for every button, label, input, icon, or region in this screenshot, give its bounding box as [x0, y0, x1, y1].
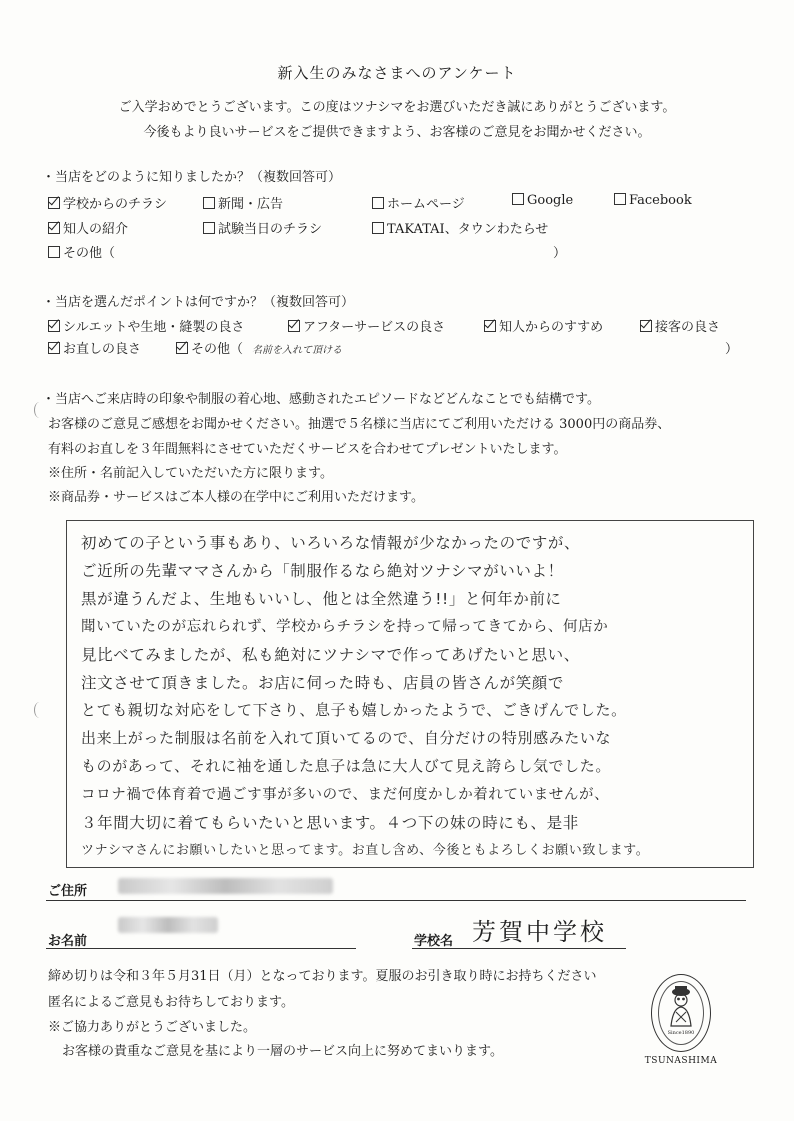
brand-name: TSUNASHIMA [644, 1056, 718, 1066]
address-label: ご住所 [48, 884, 88, 899]
tsunashima-logo [651, 974, 711, 1052]
school-underline [412, 948, 626, 949]
checkbox-icon [372, 222, 384, 234]
logo-since-text: Since1890 [667, 1030, 695, 1036]
q1-option-school-flyer[interactable]: 学校からのチラシ [48, 193, 167, 212]
q1-option-acquaintance[interactable]: 知人の紹介 [48, 218, 128, 237]
question-3-note-2: ※商品券・サービスはご本人様の在学中にご利用いただけます。 [48, 490, 424, 505]
comment-line: 出来上がった制服は名前を入れて頂いてるので、自分だけの特別感みたいな [81, 729, 612, 747]
checked-checkbox-icon [48, 320, 60, 332]
checkbox-icon [203, 222, 215, 234]
q2-close-paren: ） [725, 342, 739, 357]
q2-option-after-service[interactable]: アフターサービスの良さ [288, 316, 445, 335]
checkbox-icon [512, 193, 524, 205]
q2-option-recommendation[interactable]: 知人からのすすめ [484, 316, 603, 335]
name-label: お名前 [48, 934, 88, 949]
comment-line: コロナ禍で体育着で過ごす事が多いので、まだ何度かしか着れていませんが、 [81, 787, 610, 803]
comment-line: とても親切な対応をして下さり、息子も嬉しかったようで、ごきげんでした。 [81, 701, 627, 719]
logo-inner-oval [658, 981, 704, 1045]
name-underline [46, 948, 356, 949]
page-title: 新入生のみなさまへのアンケート [277, 64, 517, 82]
comment-line: ご近所の先輩ママさんから「制服作るなら絶対ツナシマがいいよ！ [81, 562, 564, 580]
q1-close-paren: ） [553, 246, 567, 261]
checkbox-icon [203, 197, 215, 209]
q1-option-google[interactable]: Google [512, 193, 573, 208]
punch-hole-mark [34, 402, 45, 418]
comment-line: 黒が違うんだよ、生地もいいし、他とは全然違う!!」と何年か前に [81, 590, 562, 608]
comment-line: ３年間大切に着てもらいたいと思います。４つ下の妹の時にも、是非 [81, 814, 579, 832]
checked-checkbox-icon [640, 320, 652, 332]
intro-line-1: ご入学おめでとうございます。この度はツナシマをお選びいただき誠にありがとうございます。 [118, 100, 676, 115]
checked-checkbox-icon [48, 197, 60, 209]
comment-line: 見比べてみましたが、私も絶対にツナシマで作ってあげたいと思い、 [81, 646, 580, 664]
q2-other-handwritten: 名前を入れて頂ける [252, 345, 342, 356]
checked-checkbox-icon [176, 342, 188, 354]
question-3-line-2: お客様のご意見ご感想をお聞かせください。抽選で５名様に当店にてご利用いただける 3000円の商品券、 [48, 417, 671, 432]
q2-option-silhouette[interactable]: シルエットや生地・縫製の良さ [48, 316, 244, 335]
punch-hole-mark [34, 702, 45, 718]
redacted-address [118, 878, 333, 894]
checkbox-icon [614, 193, 626, 205]
q2-option-alterations[interactable]: お直しの良さ [48, 338, 141, 357]
checked-checkbox-icon [48, 222, 60, 234]
redacted-name [118, 917, 218, 933]
checked-checkbox-icon [288, 320, 300, 332]
comment-line: ツナシマさんにお願いしたいと思ってます。お直し含め、今後ともよろしくお願い致します。 [81, 843, 650, 858]
school-label: 学校名 [414, 934, 454, 949]
checkbox-icon [48, 246, 60, 258]
footer-deadline: 締め切りは令和３年５月31日（月）となっております。夏服のお引き取り時にお持ちください [48, 969, 597, 984]
character-icon [659, 982, 703, 1030]
q1-option-other[interactable]: その他（ [48, 242, 115, 261]
question-2: ・当店を選んだポイントは何ですか？（複数回答可） [42, 295, 355, 310]
question-3-line-3: 有料のお直しを３年間無料にさせていただくサービスを合わせてプレゼントいたします。 [48, 442, 567, 457]
q2-option-other[interactable]: その他（ [176, 338, 243, 357]
footer-anonymous: 匿名によるご意見もお待ちしております。 [48, 995, 294, 1010]
checked-checkbox-icon [484, 320, 496, 332]
question-3-note-1: ※住所・名前記入していただいた方に限ります。 [48, 466, 333, 481]
intro-line-2: 今後もより良いサービスをご提供できますよう、お客様のご意見をお聞かせください。 [143, 125, 651, 140]
checkbox-icon [372, 197, 384, 209]
q1-option-homepage[interactable]: ホームページ [372, 193, 465, 212]
comment-line: 初めての子という事もあり、いろいろな情報が少なかったのですが、 [81, 534, 581, 552]
question-1: ・当店をどのように知りましたか？（複数回答可） [42, 170, 342, 185]
question-3-line-1: ・当店へご来店時の印象や制服の着心地、感動されたエピソードなどどんなことでも結構です。 [42, 392, 600, 407]
footer-improvement: お客様の貴重なご意見を基により一層のサービス向上に努めてまいります。 [62, 1044, 503, 1059]
school-name-handwritten: 芳賀中学校 [472, 918, 607, 946]
comment-line: 聞いていたのが忘れられず、学校からチラシを持って帰ってきてから、何店か [81, 619, 609, 635]
address-underline [46, 900, 746, 901]
comment-box[interactable] [66, 520, 754, 868]
q2-option-customer-service[interactable]: 接客の良さ [640, 316, 720, 335]
checked-checkbox-icon [48, 342, 60, 354]
comment-line: 注文させて頂きました。お店に伺った時も、店員の皆さんが笑顔で [81, 674, 565, 692]
footer-thanks: ※ご協力ありがとうございました。 [48, 1020, 257, 1035]
q1-option-exam-flyer[interactable]: 試験当日のチラシ [203, 218, 322, 237]
comment-line: ものがあって、それに袖を通した息子は急に大人びて見え誇らし気でした。 [81, 757, 611, 775]
q1-option-facebook[interactable]: Facebook [614, 193, 692, 208]
q1-option-takatai[interactable]: TAKATAI、タウンわたらせ [372, 218, 548, 237]
q1-option-newspaper[interactable]: 新聞・広告 [203, 193, 283, 212]
